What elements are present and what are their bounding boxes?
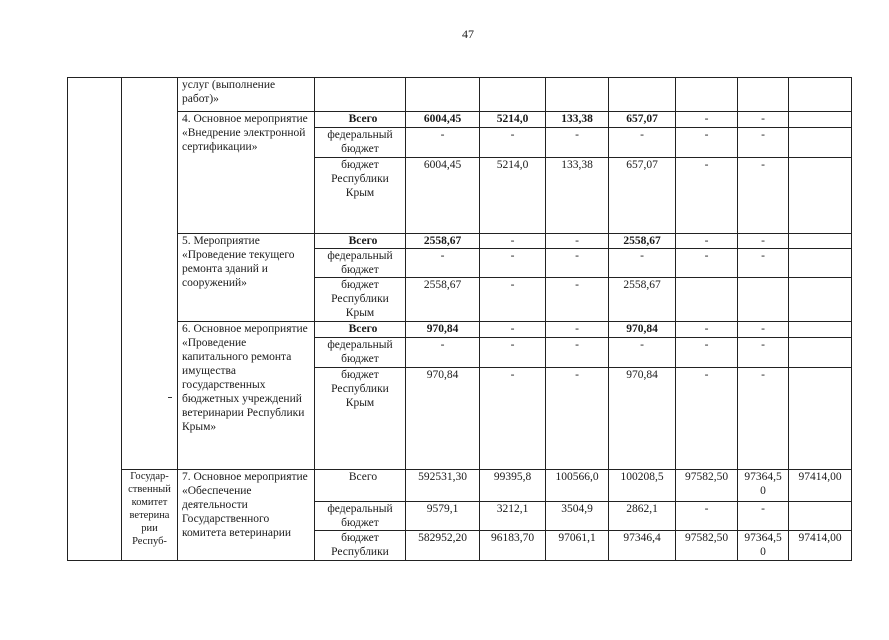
value-cell: 97061,1: [546, 531, 609, 561]
value-cell: 97582,50: [676, 470, 738, 502]
value-cell: 970,84: [406, 368, 480, 470]
value-cell: -: [546, 338, 609, 368]
value-cell: -: [676, 158, 738, 234]
value-cell: 97414,00: [789, 470, 852, 502]
value-cell: 6004,45: [406, 112, 480, 128]
page-number: 47: [462, 27, 474, 41]
col1-cell: [68, 78, 122, 561]
value-cell: [789, 338, 852, 368]
value-cell: [789, 128, 852, 158]
value-cell: 657,07: [609, 158, 676, 234]
event-name: 4. Основное мероприятие «Внедрение электронной сертификации»: [178, 112, 315, 234]
value-cell: -: [738, 128, 789, 158]
source-label: бюджет Республики Крым: [315, 158, 406, 234]
value-cell: 2558,67: [609, 234, 676, 249]
value-cell: [789, 249, 852, 278]
value-cell: -: [480, 338, 546, 368]
event-name: 5. Мероприятие «Проведение текущего ремонта зданий и сооружений»: [178, 234, 315, 322]
source-label: Всего: [315, 470, 406, 502]
value-cell: 97582,50: [676, 531, 738, 561]
value-cell: -: [738, 322, 789, 338]
value-cell: [789, 158, 852, 234]
source-label: федеральный бюджет: [315, 502, 406, 531]
value-cell: -: [546, 322, 609, 338]
source-label: федеральный бюджет: [315, 128, 406, 158]
value-cell: -: [546, 368, 609, 470]
source-label: Всего: [315, 234, 406, 249]
event-name: услуг (выполнение работ)»: [178, 78, 315, 112]
value-cell: -: [676, 112, 738, 128]
value-cell: 970,84: [406, 322, 480, 338]
source-label: бюджет Республики Крым: [315, 368, 406, 470]
value-cell: 582952,20: [406, 531, 480, 561]
value-cell: -: [738, 368, 789, 470]
value-cell: -: [676, 368, 738, 470]
value-cell: -: [546, 128, 609, 158]
value-cell: -: [676, 249, 738, 278]
value-cell: [738, 278, 789, 322]
value-cell: 97346,4: [609, 531, 676, 561]
value-cell: -: [609, 338, 676, 368]
value-cell: -: [480, 234, 546, 249]
value-cell: -: [738, 249, 789, 278]
source-label: бюджет Республики Крым: [315, 278, 406, 322]
value-cell: [789, 278, 852, 322]
value-cell: 100566,0: [546, 470, 609, 502]
source-label: бюджет Республики: [315, 531, 406, 561]
value-cell: 3504,9: [546, 502, 609, 531]
value-cell: -: [676, 234, 738, 249]
value-cell: 970,84: [609, 368, 676, 470]
value-cell: -: [406, 249, 480, 278]
value-cell: 5214,0: [480, 158, 546, 234]
value-cell: -: [546, 234, 609, 249]
value-cell: 9579,1: [406, 502, 480, 531]
value-cell: 2558,67: [609, 278, 676, 322]
value-cell: -: [609, 249, 676, 278]
value-cell: 5214,0: [480, 112, 546, 128]
value-cell: [789, 322, 852, 338]
value-cell: 97364,50: [738, 531, 789, 561]
value-cell: -: [480, 128, 546, 158]
value-cell: [789, 234, 852, 249]
value-cell: -: [480, 368, 546, 470]
value-cell: -: [546, 278, 609, 322]
value-cell: -: [406, 338, 480, 368]
value-cell: [676, 278, 738, 322]
budget-table: [67, 77, 852, 561]
value-cell: -: [546, 249, 609, 278]
value-cell: 133,38: [546, 158, 609, 234]
value-cell: -: [676, 128, 738, 158]
value-cell: -: [738, 158, 789, 234]
value-cell: 2862,1: [609, 502, 676, 531]
value-cell: 2558,67: [406, 278, 480, 322]
value-cell: 2558,67: [406, 234, 480, 249]
value-cell: 133,38: [546, 112, 609, 128]
value-cell: -: [480, 278, 546, 322]
source-label: Всего: [315, 112, 406, 128]
value-cell: -: [676, 338, 738, 368]
value-cell: [789, 502, 852, 531]
value-cell: -: [738, 502, 789, 531]
value-cell: -: [480, 249, 546, 278]
value-cell: 592531,30: [406, 470, 480, 502]
value-cell: -: [676, 502, 738, 531]
value-cell: [789, 368, 852, 470]
value-cell: -: [676, 322, 738, 338]
value-cell: -: [738, 234, 789, 249]
source-label: федеральный бюджет: [315, 249, 406, 278]
source-label: Всего: [315, 322, 406, 338]
value-cell: -: [480, 322, 546, 338]
organization-name: Государ-ственный комитет ветерина рии Респуб-: [122, 470, 178, 561]
value-cell: 97414,00: [789, 531, 852, 561]
value-cell: 100208,5: [609, 470, 676, 502]
value-cell: 96183,70: [480, 531, 546, 561]
value-cell: [789, 112, 852, 128]
value-cell: 657,07: [609, 112, 676, 128]
value-cell: 99395,8: [480, 470, 546, 502]
event-name: 7. Основное мероприятие «Обеспечение деятельности Государственного комитета ветеринарии: [178, 470, 315, 561]
col2-cell: [122, 78, 178, 470]
source-label: федеральный бюджет: [315, 338, 406, 368]
value-cell: 970,84: [609, 322, 676, 338]
value-cell: -: [609, 128, 676, 158]
event-name: 6. Основное мероприятие «Проведение капитального ремонта имущества государственных бюджетных учреждений ветеринарии Республики Крым»: [178, 322, 315, 470]
value-cell: -: [406, 128, 480, 158]
value-cell: 6004,45: [406, 158, 480, 234]
value-cell: -: [738, 338, 789, 368]
value-cell: -: [738, 112, 789, 128]
value-cell: 97364,50: [738, 470, 789, 502]
value-cell: 3212,1: [480, 502, 546, 531]
